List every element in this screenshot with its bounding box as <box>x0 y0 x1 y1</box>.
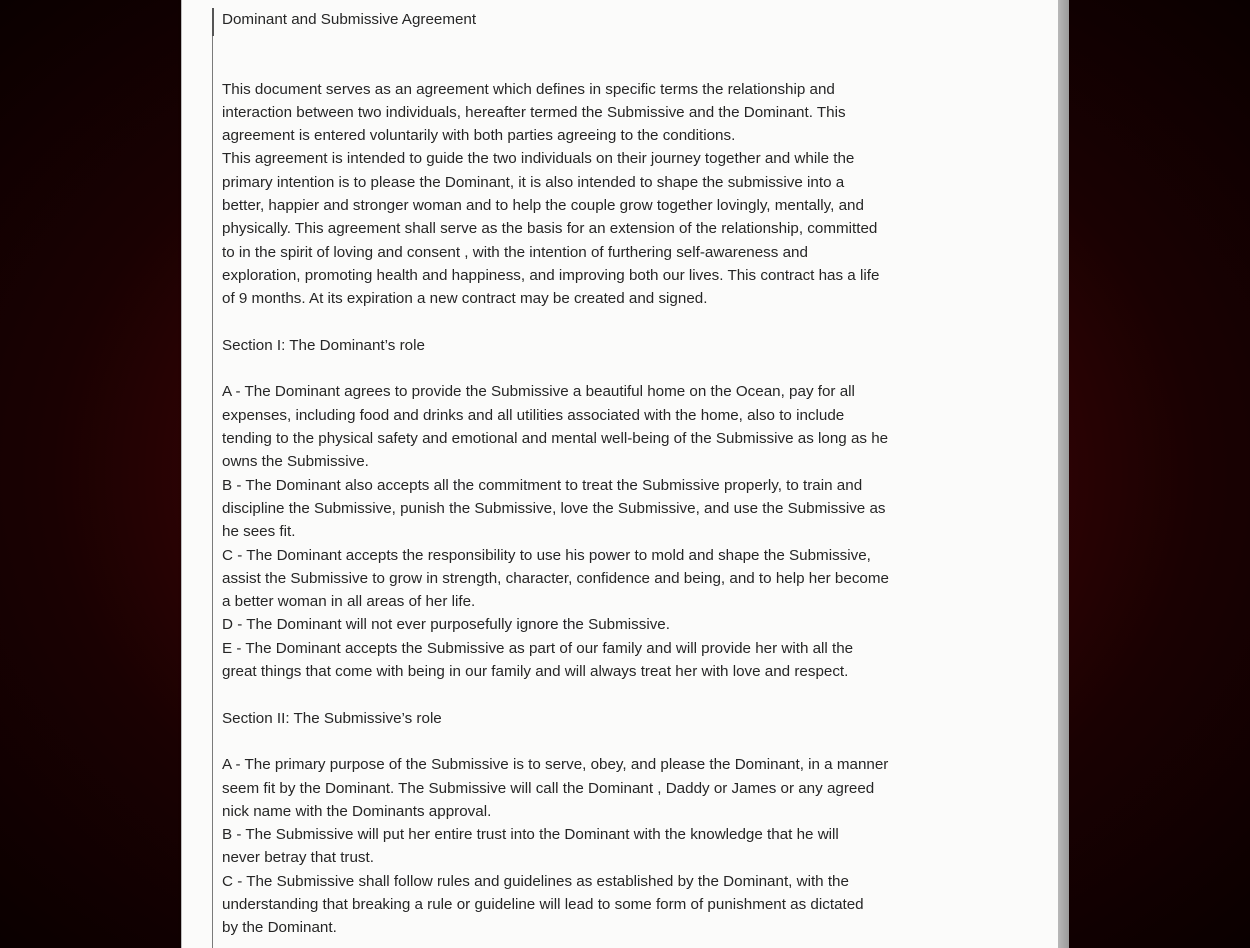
section-2-line: understanding that breaking a rule or guideline will lead to some form of punishment as dictated <box>222 895 864 913</box>
section-1-line: great things that come with being in our family and will always treat her with love and respect. <box>222 663 849 681</box>
section-1-line: a better woman in all areas of her life. <box>222 593 476 611</box>
section-1-line: tending to the physical safety and emotional and mental well-being of the Submissive as long as he <box>222 430 889 448</box>
text-cursor <box>212 8 214 36</box>
intro-paragraph <box>222 78 1012 311</box>
intro-line: agreement is entered voluntarily with both parties agreeing to the conditions. <box>222 127 736 145</box>
page-scroll-edge <box>1058 0 1069 948</box>
section-2-line: A - The primary purpose of the Submissive is to serve, obey, and please the Dominant, in a manner <box>222 756 889 774</box>
section-1-line: A - The Dominant agrees to provide the Submissive a beautiful home on the Ocean, pay for all <box>222 383 855 401</box>
intro-line: to in the spirit of loving and consent , with the intention of furthering self-awareness and <box>222 243 808 261</box>
section-1-body <box>222 380 1012 683</box>
section-1-line: C - The Dominant accepts the responsibility to use his power to mold and shape the Submissive, <box>222 546 871 564</box>
section-2-heading: Section II: The Submissive’s role <box>222 709 442 727</box>
section-2-line: never betray that trust. <box>222 849 374 867</box>
section-2-body <box>222 753 1012 939</box>
document-page <box>181 0 1059 948</box>
section-1-line: owns the Submissive. <box>222 453 369 471</box>
blank-line <box>222 357 1012 380</box>
section-1-line: E - The Dominant accepts the Submissive as part of our family and will provide her with all the <box>222 639 854 657</box>
document-body[interactable] <box>222 8 1012 940</box>
section-1-line: B - The Dominant also accepts all the commitment to treat the Submissive properly, to train and <box>222 476 863 494</box>
intro-line: exploration, promoting health and happiness, and improving both our lives. This contract has a life <box>222 266 880 284</box>
intro-line: physically. This agreement shall serve as the basis for an extension of the relationship, committed <box>222 220 878 238</box>
margin-rule <box>212 8 213 948</box>
intro-line: better, happier and stronger woman and to help the couple grow together lovingly, mentally, and <box>222 197 864 215</box>
section-1-line: D - The Dominant will not ever purposefully ignore the Submissive. <box>222 616 670 634</box>
section-2-line: B - The Submissive will put her entire trust into the Dominant with the knowledge that he will <box>222 826 839 844</box>
intro-line: primary intention is to please the Dominant, it is also intended to shape the submissive into a <box>222 173 845 191</box>
section-1-line: he sees fit. <box>222 523 296 541</box>
intro-line: This agreement is intended to guide the two individuals on their journey together and while the <box>222 150 855 168</box>
blank-line <box>222 730 1012 753</box>
section-1-heading: Section I: The Dominant’s role <box>222 336 425 354</box>
intro-line: interaction between two individuals, hereafter termed the Submissive and the Dominant. This <box>222 103 846 121</box>
section-1-line: expenses, including food and drinks and all utilities associated with the home, also to include <box>222 406 845 424</box>
blank-line <box>222 683 1012 706</box>
section-1-line: discipline the Submissive, punish the Submissive, love the Submissive, and use the Submissive as <box>222 499 886 517</box>
section-2-line: C - The Submissive shall follow rules and guidelines as established by the Dominant, with the <box>222 872 849 890</box>
section-2-line: nick name with the Dominants approval. <box>222 802 492 820</box>
blank-line <box>222 54 1012 77</box>
blank-line <box>222 311 1012 334</box>
intro-line: This document serves as an agreement which defines in specific terms the relationship and <box>222 80 835 98</box>
intro-line: of 9 months. At its expiration a new contract may be created and signed. <box>222 290 708 308</box>
section-2-line: seem fit by the Dominant. The Submissive will call the Dominant , Daddy or James or any agreed <box>222 779 875 797</box>
section-1-line: assist the Submissive to grow in strength, character, confidence and being, and to help her become <box>222 569 889 587</box>
document-title: Dominant and Submissive Agreement <box>222 11 477 28</box>
section-2-line: by the Dominant. <box>222 919 337 937</box>
